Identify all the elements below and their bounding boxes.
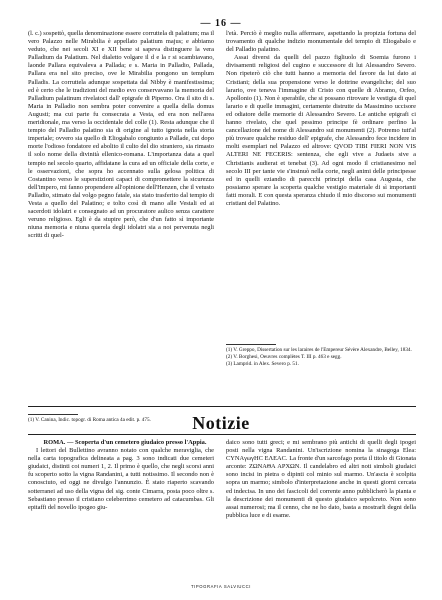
footnote-divider xyxy=(226,344,276,345)
article-heading: ROMA. — Scoperta d'un cemetero giudaico presso l'Appia. xyxy=(43,439,207,446)
paragraph: daico sono tutti greci; e mi sembrano più antichi di quelli degli ipogei posti nella vigna Randanini. Un'iscrizione nomina la sinagoga Elea: CYNAγωγΗC ΕΛΕΑC. La fronte d'un sarcofago porta il titolo di Gionata arconte: ΖΩΝΑΘΑ ΑΡΧΩΝ. Il candelabro ed altri noti simboli giudaici sono incisi in pietra o dipinti col minio sul marmo. Un'ascia è scolpita sopra un marmo; simbolo d'interpretazione anche in questi giorni cercata ed indecisa. In uno dei fascicoli del corrente anno pubblicherò la pianta e la descrizione dei monumenti di questo giudaico sepolcreto. Non sono assai numerosi; ma il cenno, che ne ho dato, basta a mostrarli degni della pubblica luce e di esame. xyxy=(226,439,416,519)
page-number: — 16 — xyxy=(200,18,242,29)
paragraph: I lettori del Bullettino avranno notato con qualche meraviglia, che nella carta topografica delineata a pag. 3 sono indicati due cemeteri giudaici, distinti coi numeri 1, 2. Il primo è quello, che negli scorsi anni fu scoperto sotto la vigna Randanini, a tutti notissimo. Il secondo non è conosciuto, ed oggi ne divulgo l'annunzio. È stato riaperto scavando sotterranei ad uso della vigna del sig. conte Cimarra, posta poco oltre s. Sebastiano presso il cristiano celeberrimo cemetero ad catacumbas. Gli epitaffi del novello ipogeo giu- xyxy=(28,447,214,511)
section-title: Notizie xyxy=(192,413,250,433)
paragraph: (l. c.) sospettò, quella denominazione essere corruttela di palatium; ma il vero Palazzo nelle Mirabilia è appellato palatium majus; e abbiamo veduto, che nei secoli XI e XII bene si sapeva distinguere la vera Palladium da Palatium. Nel dialetto volgare il d e la r si scambiavano, laonde Pallara equivaleva a Pallada; e s. Maria in Palladio, Pallada, Pallara era nel sito preciso, ove le Mirabilia pongono un templum Palladis. La corruttela adunque sospettata dal Nibby è manifestissima; ed è certo che le tradizioni del medio evo conservavano la memoria del Palladium palatinum rivelatoci dall' epigrafe di Piperno. Ora il sito di s. Maria in Palladio non sembra poter convenire a quella della domus Augusti; ma cui parte fu consecrata a Vesta, ed era non nell'area meridionale, ma verso la occidentale del colle (1). Resta adunque che il tempio del Palladio palatino sia di origine al tutto ignota nella storia imperiale; ovvero sia quello di Eliogabalo congiunto a Pallade, cui dopo morte l'odioso fondatore ed abolito il culto del dio straniero, sia rimasto il solo nome della divinità ellenico-romana. L'importanza data a quel tempio nel secolo quarto, affidatane la cura ad un officiale della corte, e le osservazioni, che sopra ho accennato sulla gelosa politica di Costantino verso le superstizioni capaci di compromettere la sicurezza dell'impero, mi fanno propendere all'opinione dell'Henzen, che il vetusto Palladio, stimato dal volgo pegno fatale, sia stato trasferito dal tempio di Vesta a quello del Palatino; e tolto così di mano alle Vestali ed ai sacerdoti idolatri e consegnato ad un procuratore aulico senza carattere veruno religioso. Egli è da stupire però, che d'un fatto sì importante niuna memoria e niuna querela degli idolatri sia a noi pervenuta negli scritti di quel- xyxy=(28,30,214,240)
text-column-bottom-left xyxy=(28,439,214,512)
section-rule-bottom xyxy=(28,434,416,435)
footnotes-right xyxy=(226,347,416,368)
footnote: (1) V. Canina, Indic. topogr. di Roma antica 4a edit. p. 475. xyxy=(28,417,151,423)
footnote: (1) V. Greppo, Dissertation sur les laraires de l'Empereur Sévère Alexandre, Belley, 1834. xyxy=(226,347,412,353)
paragraph: l'età. Perciò è meglio nulla affermare, aspettando la propizia fortuna del trovamento di qualche indizio monumentale del tempio di Eliogabalo e del Palladio palatino. xyxy=(226,30,416,54)
printer-imprint: TIPOGRAFIA SALVIUCCI xyxy=(190,584,252,589)
text-column-bottom-right xyxy=(226,439,416,520)
text-column-top-right xyxy=(226,30,416,208)
paragraph: Assai diversi da quelli del pazzo figliuolo di Soemia furono i divisamenti religiosi del cugino e successore di lui Alessandro Severo. Non ripeterò ciò che tutti hanno a memoria del favore da lui dato ai Cristiani; della sua propensione verso le dottrine evangeliche; del suo larario, ove teneva l'immagine di Cristo con quelle di Abramo, Orfeo, Apollonio (1). Non è sperabile, che si possano ritrovare le vestigia di quel larario e di quelle immagini, certamente distrutte da Massimino uccisore ed odiatore delle memorie di Alessandro Severo. Le antiche epigrafi ci hanno rivelato, che quel pessimo principe fè ordinare perfino la cancellazione del nome di Alessandro sui monumenti (2). Potremo tutt'al più trovare qualche residuo dell' epigrafe, che Alessandro fece incidere in molti esemplari nel Palazzo ed altrove: QVOD TIBI FIERI NON VIS ALTERI NE FECERIS: sentenza, che egli vive a Judaeis sive a Christianis audierat et tenebat (3). Ad ogni modo il cristianesimo nel secolo III per tante vie s'insinuò nella corte, negli animi delle principesse ed in quelli eziandio di parecchi principi della casa Augusta, che possiamo sperare la scoperta qualche vestigio materiale di sì importanti fatti morali. E con questa speranza chiudo il mio discorso sui monumenti cristiani del Palatino. xyxy=(226,54,416,207)
text-column-top-left xyxy=(28,30,214,240)
footnote: (3) Lamprid. in Alex. Severo p. 51. xyxy=(226,361,299,367)
footnote: (2) V. Borghesi, Oeuvres complètes T. III p. 463 e segg. xyxy=(226,354,342,360)
section-rule-top xyxy=(28,406,416,407)
